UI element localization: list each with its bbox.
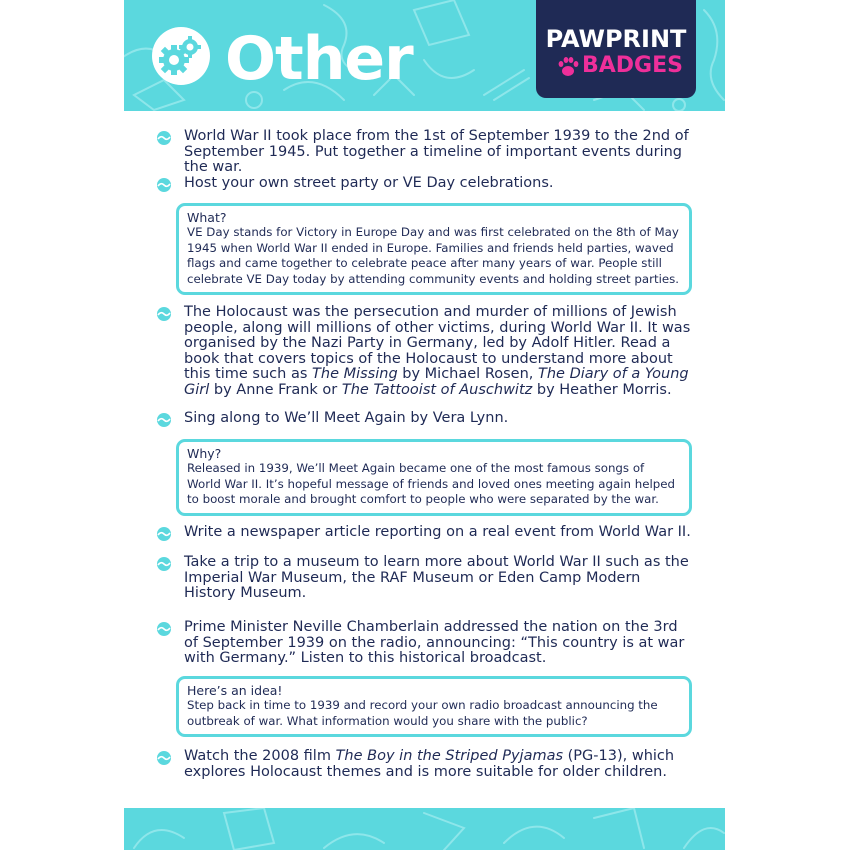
item-text: Host your own street party or VE Day celebrations.: [184, 175, 554, 191]
page-title: Other: [225, 24, 413, 94]
item-text: World War II took place from the 1st of September 1939 to the 2nd of September 1945. Put together a timeline of important events during the war.: [184, 128, 689, 175]
info-box-title: Here’s an idea!: [187, 683, 283, 698]
brand-logo: [536, 0, 696, 98]
bullet-icon: [154, 527, 174, 541]
item-text-part: by Anne Frank or: [209, 381, 342, 398]
footer-banner: [124, 808, 725, 850]
footer-doodle-pattern: [124, 808, 725, 850]
item-text: Write a newspaper article reporting on a real event from World War II.: [184, 524, 691, 540]
brand-name-line2: BADGES: [582, 53, 683, 78]
book-title: The Missing: [312, 366, 398, 382]
info-box-body: Released in 1939, We’ll Meet Again became one of the most famous songs of World War II. It’s hopeful message of friends and loved ones meeting again helped to boost morale and brought comfort to people who were separated by the war.: [187, 461, 675, 506]
item-text: [184, 305, 694, 398]
brand-name-line2-wrap: [556, 53, 683, 83]
info-box-title: Why?: [187, 446, 222, 461]
item-text-part: by Heather Morris.: [532, 381, 672, 398]
info-box-why: [176, 439, 692, 516]
item-text-part: The Holocaust was the persecution and murder of millions of Jewish people, along will millions of other victims, during World War II. It was organised by the Nazi Party in Germany, led by Adolf Hitler. Read a book that covers topics of the Holocaust to understand more about this time such as: [184, 304, 691, 382]
bullet-icon: [154, 622, 174, 636]
item-text: Prime Minister Neville Chamberlain addressed the nation on the 3rd of September 1939 on the radio, announcing: “This country is at war with Germany.” Listen to this historical broadcast.: [184, 619, 685, 666]
item-text: Sing along to We’ll Meet Again by Vera Lynn.: [184, 410, 509, 426]
item-text-part: (PG-13), which explores Holocaust themes and is more suitable for older children.: [184, 748, 675, 780]
info-box-body: Step back in time to 1939 and record your own radio broadcast announcing the outbreak of war. What information would you share with the public?: [187, 698, 658, 728]
item-text-part: by Michael Rosen,: [397, 366, 538, 382]
bullet-icon: [154, 413, 174, 427]
film-title: The Boy in the Striped Pyjamas: [335, 748, 564, 764]
gear-badge: [152, 27, 210, 85]
info-box-what: [176, 203, 692, 295]
info-box-body: VE Day stands for Victory in Europe Day and was first celebrated on the 8th of May 1945 when World War II ended in Europe. Families and friends held parties, waved flags and came together to celebrate peace after many years of war. People still celebrate VE Day today by attending community events and holding street parties.: [187, 225, 680, 286]
book-title: The Tattooist of Auschwitz: [341, 381, 533, 398]
info-box-title: What?: [187, 210, 227, 225]
bullet-icon: [154, 307, 174, 321]
item-text: Take a trip to a museum to learn more about World War II such as the Imperial War Museum, the RAF Museum or Eden Camp Modern History Museum.: [184, 554, 689, 601]
activity-sheet: [124, 0, 725, 850]
header-banner: [124, 0, 725, 111]
paw-icon: [556, 55, 580, 79]
bullet-icon: [154, 557, 174, 571]
info-box-idea: [176, 676, 692, 737]
bullet-icon: [154, 751, 174, 765]
brand-name-line1: PAWPRINT: [545, 25, 687, 53]
book-title: The Diary of a Young Girl: [184, 366, 689, 398]
item-text: [184, 749, 694, 780]
gears-icon: [152, 27, 210, 85]
bullet-icon: [154, 131, 174, 145]
bullet-icon: [154, 178, 174, 192]
item-text-part: Watch the 2008 film: [184, 748, 336, 764]
